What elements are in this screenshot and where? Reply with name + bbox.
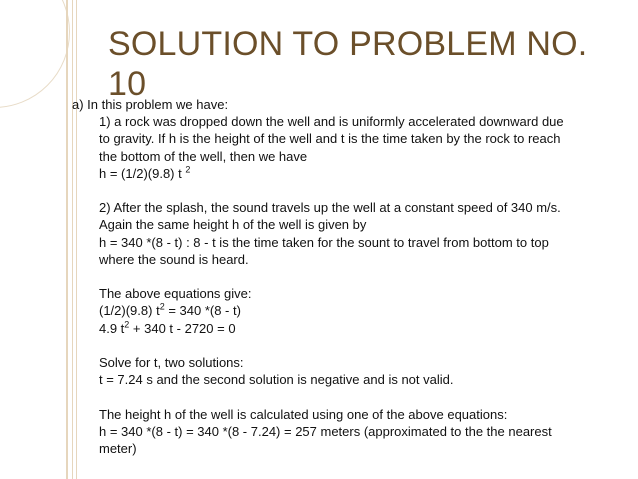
equation-line — [99, 165, 632, 182]
part-2 — [72, 199, 632, 268]
text-line: h = 340 *(8 - t) = 340 *(8 - 7.24) = 257 meters (approximated to the the nearest — [99, 423, 552, 439]
decorative-circle — [0, 0, 70, 108]
text-line: the bottom of the well, then we have — [99, 148, 308, 164]
exponent: 2 — [159, 302, 165, 313]
text-line: Solve for t, two solutions: — [99, 355, 244, 370]
equation-text: h = (1/2)(9.8) t — [99, 165, 182, 181]
part-1 — [72, 113, 632, 182]
equation-text: + 340 t - 2720 = 0 — [129, 320, 236, 336]
equation-line — [99, 320, 632, 337]
spacer — [72, 182, 632, 199]
equation-text: (1/2)(9.8) t — [99, 303, 160, 319]
text-line: meter) — [99, 441, 137, 456]
text-line: 2) After the splash, the sound travels up the well at a constant speed of 340 m/s. — [99, 200, 561, 216]
text-line: The above equations give: — [99, 286, 252, 302]
exponent: 2 — [124, 319, 130, 330]
slide-title: SOLUTION TO PROBLEM NO. 10 — [108, 25, 588, 103]
spacer — [72, 268, 632, 285]
decorative-line — [66, 0, 68, 479]
spacer — [72, 337, 632, 354]
height-block — [72, 406, 632, 458]
text-line: The height h of the well is calculated using one of the above equations: — [99, 406, 508, 422]
solve-block — [72, 354, 632, 388]
equation-line — [99, 302, 632, 319]
exponent: 2 — [185, 164, 191, 175]
text-line: 1) a rock was dropped down the well and is uniformly accelerated downward due — [99, 114, 564, 130]
intro-line: a) In this problem we have: — [72, 97, 229, 112]
equations-block — [72, 285, 632, 337]
text-line: Again the same height h of the well is given by — [99, 217, 367, 233]
slide-body — [72, 96, 632, 457]
text-line: t = 7.24 s and the second solution is negative and is not valid. — [99, 372, 454, 388]
spacer — [72, 388, 632, 405]
text-line: to gravity. If h is the height of the well and t is the time taken by the rock to reach — [99, 131, 561, 147]
text-line: h = 340 *(8 - t) : 8 - t is the time taken for the sount to travel from bottom to top — [99, 234, 549, 250]
text-line: where the sound is heard. — [99, 251, 249, 267]
equation-text: = 340 *(8 - t) — [164, 303, 241, 319]
equation-text: 4.9 t — [99, 320, 125, 336]
